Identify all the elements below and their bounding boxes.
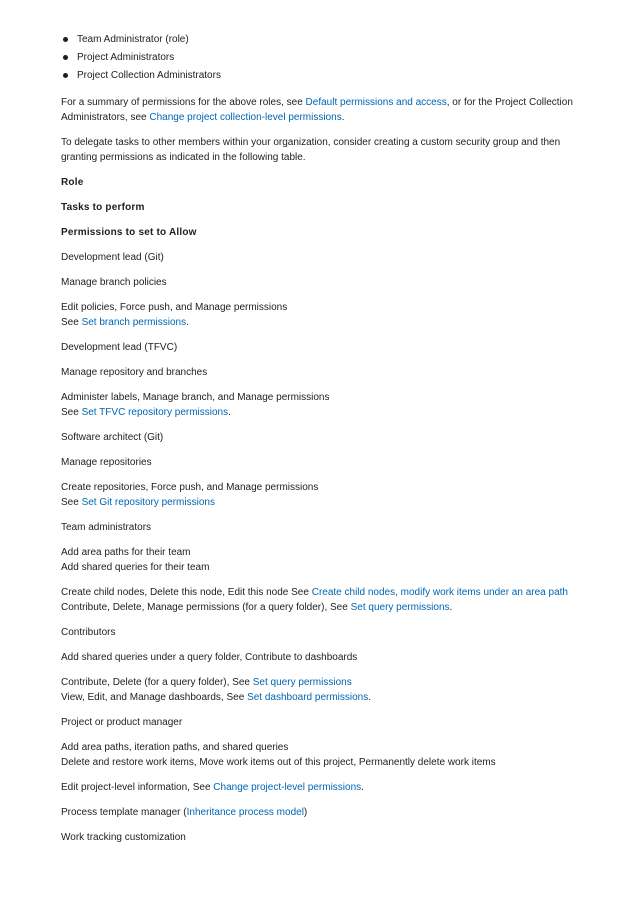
collection-permissions-link[interactable]: Change project collection-level permissions [149,112,342,123]
tasks-cell: Manage branch policies [61,277,167,288]
list-item: Project Collection Administrators [61,67,581,85]
default-permissions-link[interactable]: Default permissions and access [305,97,447,108]
permissions-summary-paragraph: For a summary of permissions for the above roles, see Default permissions and access, or for the Project Collection Administrators, see Change project collection-level permissions. [61,97,573,123]
set-git-permissions-link[interactable]: Set Git repository permissions [81,497,215,508]
set-query-permissions-link[interactable]: Set query permissions [252,677,352,688]
tasks-header: Tasks to perform [61,202,145,213]
permissions-cell: Create child nodes, Delete this node, Edit this node See Create child nodes, modify work items under an area path Contribute, Delete, Manage permissions (for a query folder), See Set query permissions. [61,587,568,613]
permissions-cell: Administer labels, Manage branch, and Manage permissions See Set TFVC repository permissions. [61,392,330,418]
document-page [61,31,581,855]
permissions-cell: Edit policies, Force push, and Manage permissions See Set branch permissions. [61,302,288,328]
set-dashboard-permissions-link[interactable]: Set dashboard permissions [247,692,369,703]
role-bullet-list [61,31,581,85]
tasks-cell: Add area paths, iteration paths, and shared queries Delete and restore work items, Move work items out of this project, Permanently delete work items [61,742,496,768]
list-item: Team Administrator (role) [61,31,581,49]
bullet-icon [63,37,68,42]
permissions-cell: Create repositories, Force push, and Manage permissions See Set Git repository permissions [61,482,319,508]
tasks-cell: Add area paths for their team Add shared queries for their team [61,547,210,573]
list-item: Project Administrators [61,49,581,67]
tasks-cell: Manage repositories [61,457,152,468]
create-child-nodes-link[interactable]: Create child nodes, modify work items under an area path [311,587,568,598]
permissions-cell: Contribute, Delete (for a query folder), See Set query permissions View, Edit, and Manage dashboards, See Set dashboard permissions. [61,677,372,703]
permissions-cell: Edit project-level information, See Change project-level permissions. [61,782,364,793]
role-cell: Development lead (Git) [61,252,164,263]
set-branch-permissions-link[interactable]: Set branch permissions [81,317,187,328]
role-header: Role [61,177,84,188]
change-project-permissions-link[interactable]: Change project-level permissions [213,782,362,793]
tasks-cell: Manage repository and branches [61,367,208,378]
role-cell: Team administrators [61,522,152,533]
role-cell: Project or product manager [61,717,183,728]
role-cell: Process template manager (Inheritance process model) [61,807,308,818]
role-cell: Software architect (Git) [61,432,164,443]
set-query-permissions-link[interactable]: Set query permissions [350,602,450,613]
tasks-cell: Work tracking customization [61,832,186,843]
delegate-tasks-paragraph: To delegate tasks to other members within your organization, consider creating a custom security group and then granting permissions as indicated in the following table. [61,137,561,163]
permissions-header: Permissions to set to Allow [61,227,197,238]
bullet-icon [63,73,68,78]
bullet-icon [63,55,68,60]
role-cell: Development lead (TFVC) [61,342,178,353]
set-tfvc-permissions-link[interactable]: Set TFVC repository permissions [81,407,229,418]
inheritance-process-model-link[interactable]: Inheritance process model [186,807,304,818]
role-cell: Contributors [61,627,116,638]
tasks-cell: Add shared queries under a query folder, Contribute to dashboards [61,652,358,663]
